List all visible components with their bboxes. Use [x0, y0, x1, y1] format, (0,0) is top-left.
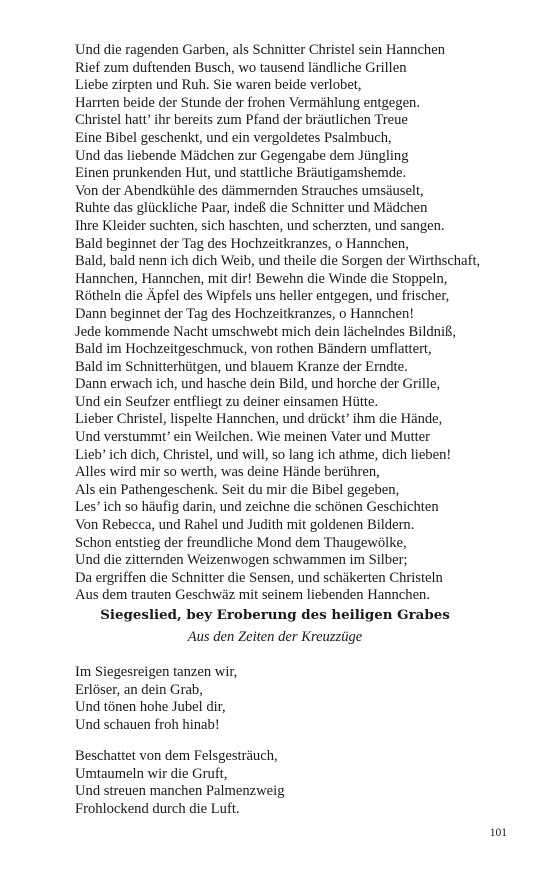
poem-line: Und verstummt’ ein Weilchen. Wie meinen Vater und Mutter — [75, 429, 431, 446]
poem-line: Harrten beide der Stunde der frohen Vermählung entgegen. — [75, 94, 420, 111]
poem-line: Dann erwach ich, und hasche dein Bild, und horche der Grille, — [75, 376, 441, 393]
poem-line: Bald im Schnitterhütgen, und blauem Kranze der Erndte. — [75, 358, 408, 375]
poem-line: Schon entstieg der freundliche Mond dem Thaugewölke, — [75, 534, 407, 551]
song-stanza-1 — [75, 664, 535, 734]
poem-line: Jede kommende Nacht umschwebt mich dein lächelndes Bildniß, — [75, 323, 456, 340]
page-number: 101 — [489, 827, 507, 839]
poem-line: Eine Bibel geschenkt, und ein vergoldetes Psalmbuch, — [75, 129, 392, 146]
poem-line: Als ein Pathengeschenk. Seit du mir die Bibel gegeben, — [75, 481, 400, 498]
stanza-line: Beschattet von dem Felsgesträuch, — [75, 748, 278, 764]
stanza-line: Und tönen hohe Jubel dir, — [75, 699, 226, 716]
song-title: Siegeslied, bey Eroberung des heiligen Grabes — [100, 607, 450, 623]
poem-line: Aus dem trauten Geschwäz mit seinem liebenden Hannchen. — [75, 587, 430, 604]
stanza-line: Und schauen froh hinab! — [75, 716, 220, 733]
stanza-line: Im Siegesreigen tanzen wir, — [75, 664, 238, 680]
poem-line: Ruhte das glückliche Paar, indeß die Schnitter und Mädchen — [75, 200, 428, 217]
stanza-line: Frohlockend durch die Luft. — [75, 800, 240, 817]
poem-line: Einen prunkenden Hut, und stattliche Bräutigamshemde. — [75, 165, 407, 182]
poem-line: Les’ ich so häufig darin, und zeichne die schönen Geschichten — [75, 499, 439, 516]
stanza-line: Umtaumeln wir die Gruft, — [75, 765, 228, 782]
poem-line: Liebe zirpten und Ruh. Sie waren beide verlobet, — [75, 77, 362, 94]
poem-line: Da ergriffen die Schnitter die Sensen, und schäkerten Christeln — [75, 569, 443, 586]
poem-line: Lieb’ ich dich, Christel, und will, so lang ich athme, dich lieben! — [75, 446, 452, 463]
poem-line: Von Rebecca, und Rahel und Judith mit goldenen Bildern. — [75, 517, 415, 534]
poem-line: Bald, bald nenn ich dich Weib, und theile die Sorgen der Wirthschaft, — [75, 253, 481, 270]
poem-line: Und die zitternden Weizenwogen schwammen im Silber; — [75, 552, 408, 569]
poem-line: Hannchen, Hannchen, mit dir! Bewehn die Winde die Stoppeln, — [75, 270, 448, 287]
song-stanza-2 — [75, 748, 535, 818]
poem-line: Von der Abendkühle des dämmernden Strauches umsäuselt, — [75, 182, 424, 199]
stanza-line: Und streuen manchen Palmenzweig — [75, 783, 285, 800]
poem-line: Dann beginnet der Tag des Hochzeitkranzes, o Hannchen! — [75, 305, 415, 322]
poem-text — [75, 42, 535, 605]
poem-line: Lieber Christel, lispelte Hannchen, und drückt’ ihm die Hände, — [75, 411, 443, 428]
poem-line: Und die ragenden Garben, als Schnitter Christel sein Hannchen — [75, 42, 446, 58]
poem-line: Rief zum duftenden Busch, wo tausend ländliche Grillen — [75, 59, 407, 76]
poem-line: Alles wird mir so werth, was deine Hände berühren, — [75, 464, 380, 481]
poem-line: Bald im Hochzeitgeschmuck, von rothen Bändern umflattert, — [75, 341, 432, 358]
stanza-line: Erlöser, an dein Grab, — [75, 681, 203, 698]
poem-line: Ihre Kleider suchten, sich haschten, und scherzten, und sangen. — [75, 217, 445, 234]
poem-line: Und ein Seufzer entfliegt zu deiner einsamen Hütte. — [75, 393, 379, 410]
poem-line: Rötheln die Äpfel des Wipfels uns heller entgegen, und frischer, — [75, 288, 450, 305]
poem-line: Bald beginnet der Tag des Hochzeitkranzes, o Hannchen, — [75, 235, 409, 252]
poem-line: Christel hatt’ ihr bereits zum Pfand der bräutlichen Treue — [75, 112, 408, 129]
song-subtitle: Aus den Zeiten der Kreuzzüge — [187, 629, 363, 645]
poem-line: Und das liebende Mädchen zur Gegengabe dem Jüngling — [75, 147, 409, 164]
